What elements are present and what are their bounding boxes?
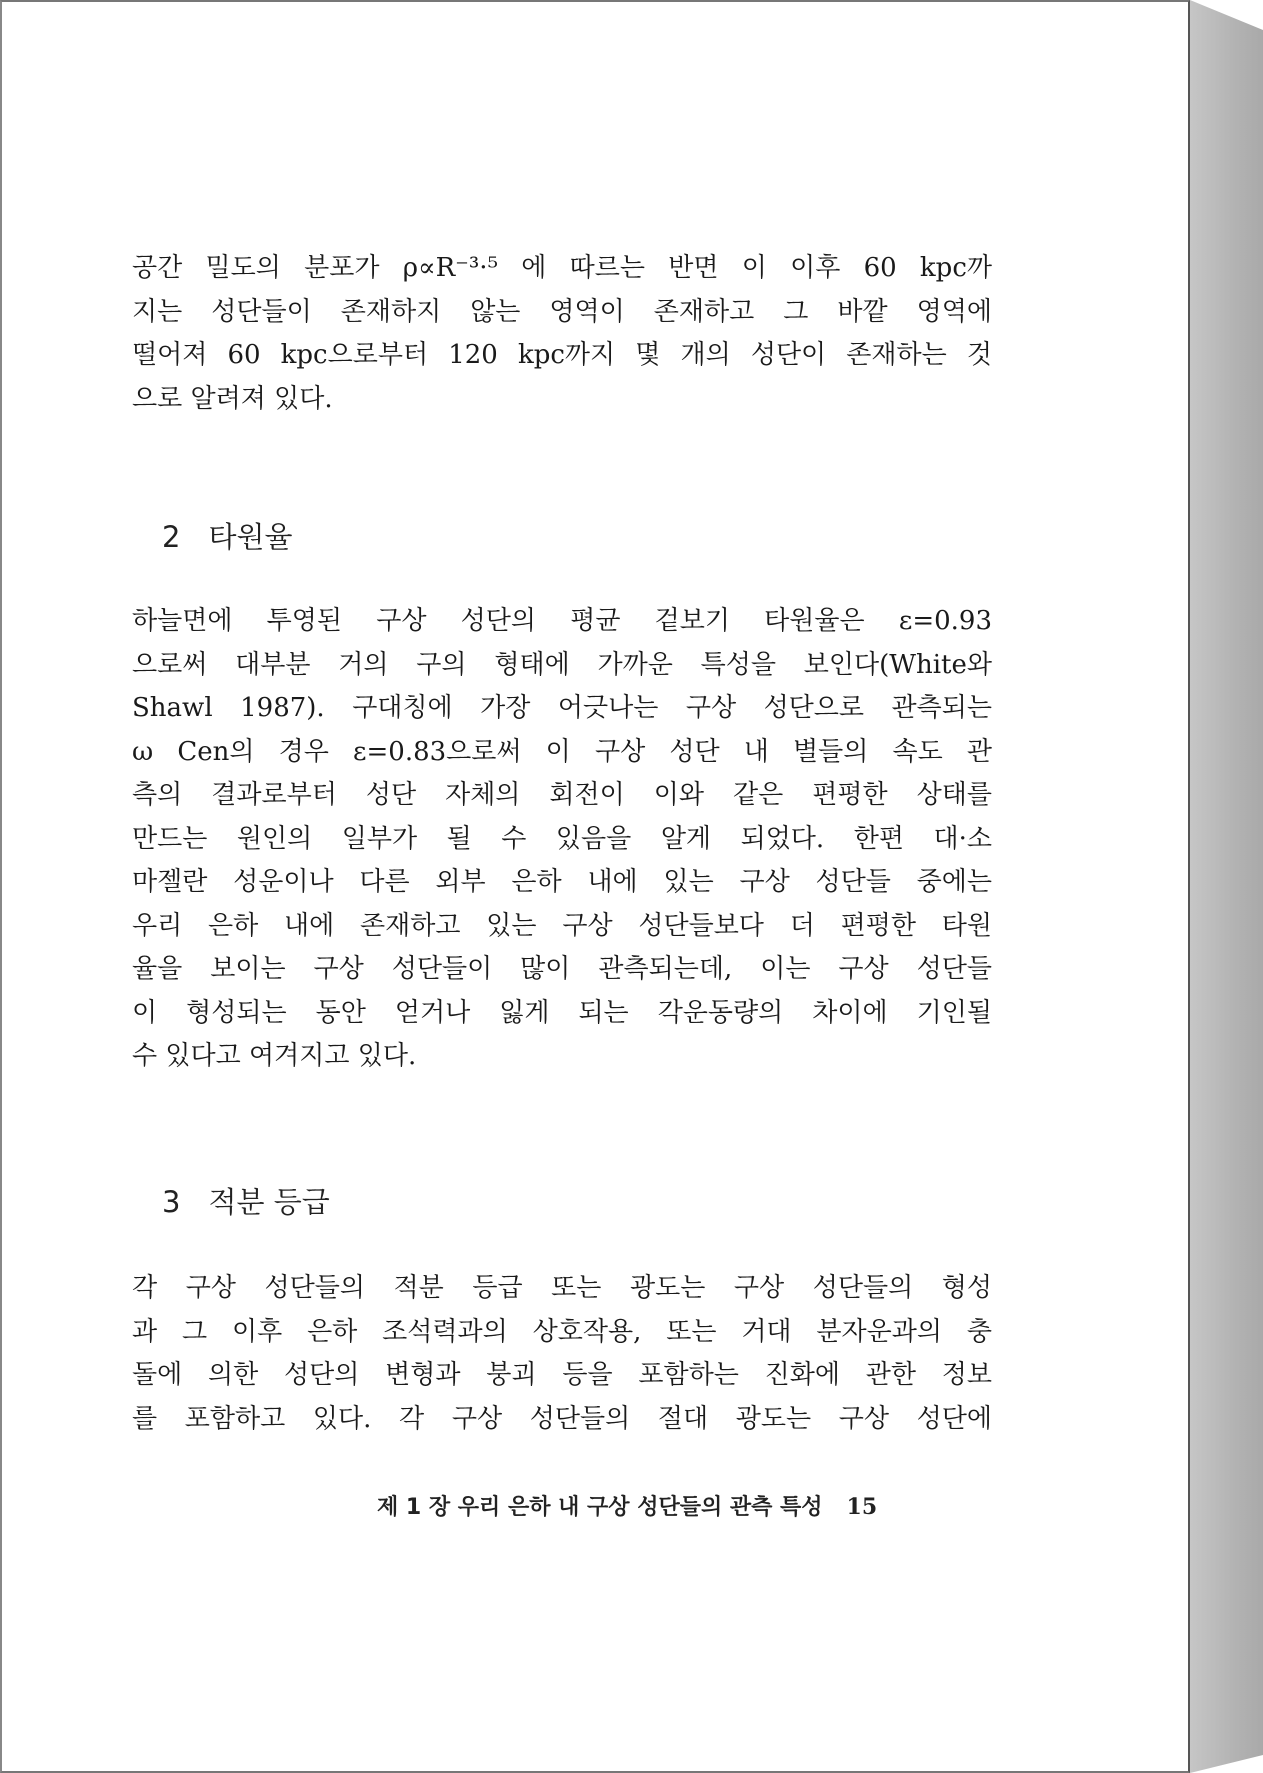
page-number: 15 [846, 1494, 878, 1520]
paragraph-2 [132, 600, 992, 1079]
text-line: ω Cen의 경우 ε=0.83으로써 이 구상 성단 내 별들의 속도 관 [132, 736, 992, 767]
text-line: 하늘면에 투영된 구상 성단의 평균 겉보기 타원율은 ε=0.93 [132, 606, 992, 636]
section-heading-2 [162, 517, 293, 557]
section-heading-3 [162, 1182, 330, 1222]
text-line: 으로 알려져 있다. [132, 383, 333, 414]
text-line: 수 있다고 여겨지고 있다. [132, 1041, 417, 1071]
page-stack-edge [1190, 0, 1263, 1773]
text-line: 만드는 원인의 일부가 될 수 있음을 알게 되었다. 한편 대·소 [132, 823, 992, 854]
text-line: 우리 은하 내에 존재하고 있는 구상 성단들보다 더 편평한 타원 [132, 910, 992, 941]
paragraph-1 [132, 247, 992, 421]
section-title: 적분 등급 [208, 1185, 330, 1219]
text-line: Shawl 1987). 구대칭에 가장 어긋나는 구상 성단으로 관측되는 [132, 693, 992, 723]
text-line: 를 포함하고 있다. 각 구상 성단들의 절대 광도는 구상 성단에 [132, 1403, 992, 1434]
section-number: 2 [162, 520, 181, 554]
text-line: 공간 밀도의 분포가 ρ∝R⁻³·⁵ 에 따르는 반면 이 이후 60 kpc까 [132, 253, 992, 283]
text-line: 지는 성단들이 존재하지 않는 영역이 존재하고 그 바깥 영역에 [132, 296, 992, 327]
text-line: 각 구상 성단들의 적분 등급 또는 광도는 구상 성단들의 형성 [132, 1273, 992, 1303]
text-line: 측의 결과로부터 성단 자체의 회전이 이와 같은 편평한 상태를 [132, 780, 992, 810]
running-footer [377, 1492, 977, 1523]
text-line: 마젤란 성운이나 다른 외부 은하 내에 있는 구상 성단들 중에는 [132, 867, 992, 897]
text-line: 떨어져 60 kpc으로부터 120 kpc까지 몇 개의 성단이 존재하는 것 [132, 340, 992, 370]
text-line: 돌에 의한 성단의 변형과 붕괴 등을 포함하는 진화에 관한 정보 [132, 1360, 992, 1390]
paragraph-3 [132, 1267, 992, 1441]
chapter-title: 제 1 장 우리 은하 내 구상 성단들의 관측 특성 [377, 1495, 823, 1520]
text-line: 과 그 이후 은하 조석력과의 상호작용, 또는 거대 분자운과의 충 [132, 1316, 992, 1347]
text-line: 이 형성되는 동안 얻거나 잃게 되는 각운동량의 차이에 기인될 [132, 997, 992, 1028]
section-number: 3 [162, 1185, 181, 1219]
section-title: 타원율 [208, 520, 293, 554]
text-line: 으로써 대부분 거의 구의 형태에 가까운 특성을 보인다(White와 [132, 649, 992, 680]
text-line: 율을 보이는 구상 성단들이 많이 관측되는데, 이는 구상 성단들 [132, 954, 992, 984]
